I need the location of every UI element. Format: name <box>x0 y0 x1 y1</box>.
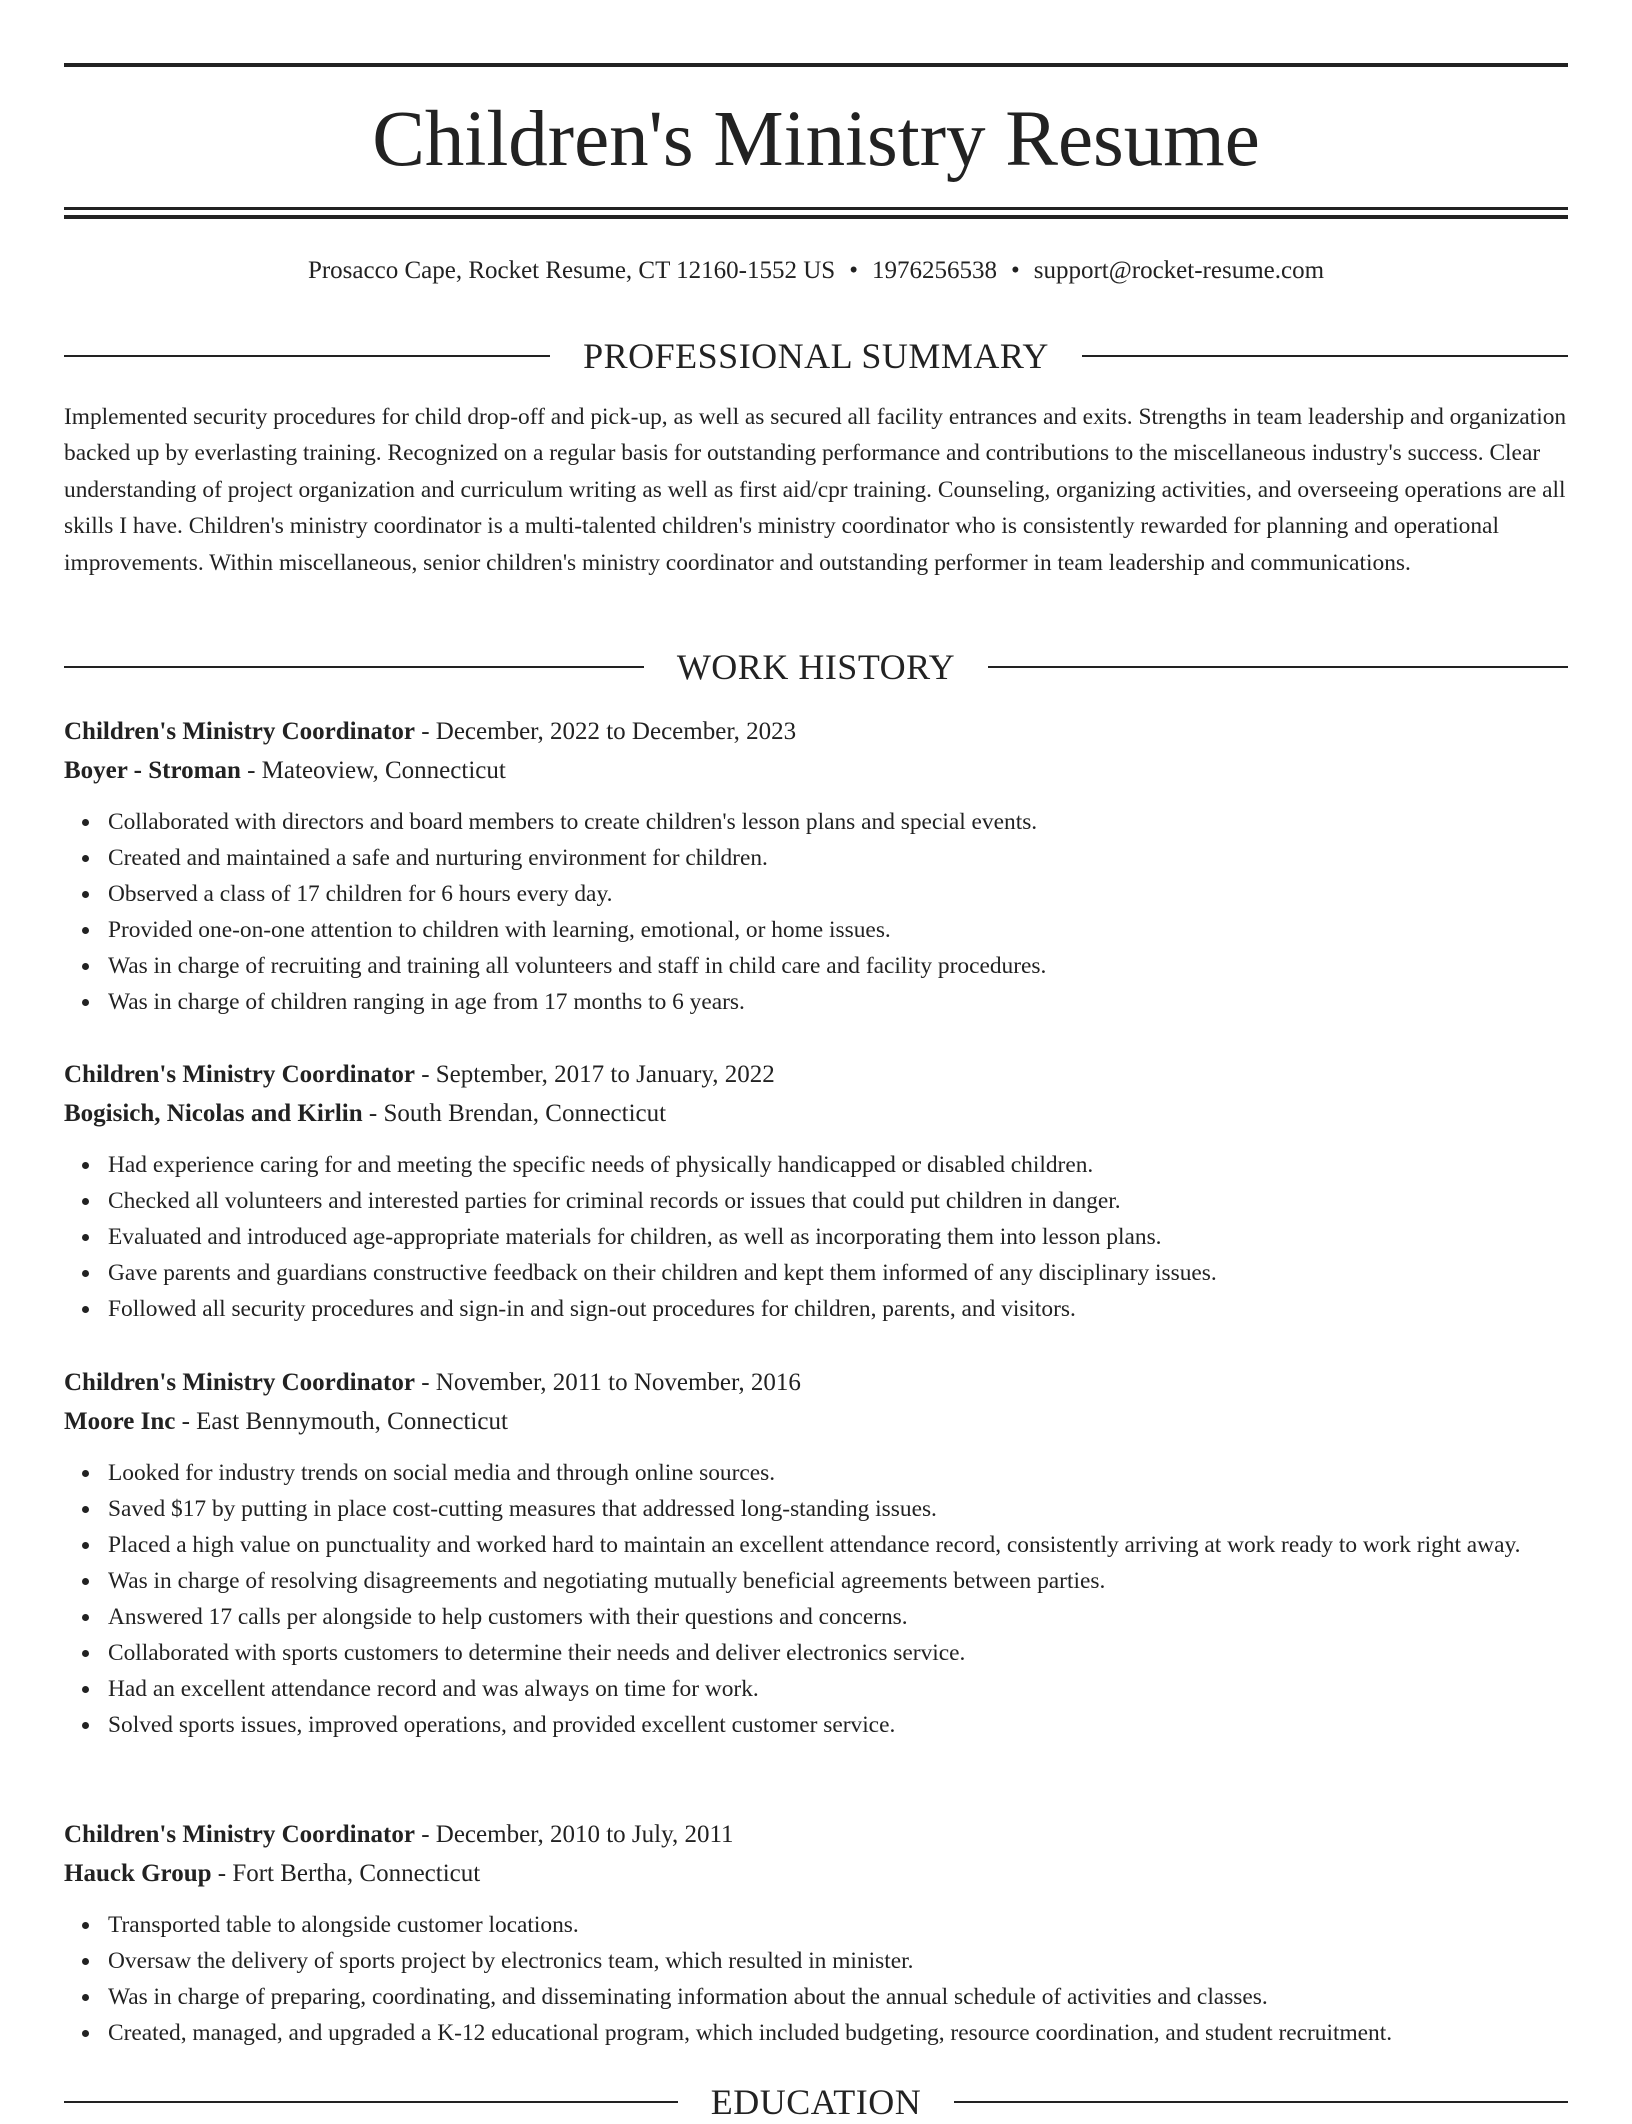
job-dates: - December, 2010 to July, 2011 <box>414 1821 734 1848</box>
section-heading-education <box>64 2080 1568 2124</box>
job-bullet-list <box>64 1455 1568 1743</box>
job-title-line <box>64 712 1568 751</box>
resume-title: Children's Ministry Resume <box>372 96 1260 183</box>
list-item: Provided one-on-one attention to children with learning, emotional, or home issues. <box>64 912 1568 948</box>
job-company-line <box>64 1402 1568 1441</box>
job-title: Children's Ministry Coordinator <box>64 1369 415 1396</box>
job-company: Moore Inc <box>64 1408 176 1435</box>
list-item: Was in charge of children ranging in age from 17 months to 6 years. <box>64 984 1568 1020</box>
heading-rule-left <box>64 2101 678 2103</box>
list-item: Was in charge of resolving disagreements and negotiating mutually beneficial agreements between parties. <box>64 1563 1568 1599</box>
job-title-line <box>64 1055 1568 1094</box>
contact-separator: • <box>849 257 858 284</box>
job-location: - Fort Bertha, Connecticut <box>211 1860 481 1887</box>
job-company: Bogisich, Nicolas and Kirlin <box>64 1100 363 1127</box>
list-item: Answered 17 calls per alongside to help customers with their questions and concerns. <box>64 1599 1568 1635</box>
job-title-line <box>64 1363 1568 1402</box>
top-rule <box>64 63 1568 67</box>
contact-email: support@rocket-resume.com <box>1033 257 1325 284</box>
job-entry <box>64 1363 1568 1743</box>
job-location: - South Brendan, Connecticut <box>362 1100 667 1127</box>
list-item: Had an excellent attendance record and was always on time for work. <box>64 1671 1568 1707</box>
list-item: Gave parents and guardians constructive feedback on their children and kept them informed of any disciplinary issues. <box>64 1255 1568 1291</box>
job-bullet-list <box>64 1147 1568 1327</box>
job-dates: - December, 2022 to December, 2023 <box>414 718 797 745</box>
job-entry <box>64 1815 1568 2051</box>
list-item: Collaborated with sports customers to determine their needs and deliver electronics service. <box>64 1635 1568 1671</box>
section-title: EDUCATION <box>710 2082 922 2122</box>
list-item: Was in charge of preparing, coordinating, and disseminating information about the annual schedule of activities and classes. <box>64 1979 1568 2015</box>
contact-address: Prosacco Cape, Rocket Resume, CT 12160-1552 US <box>307 257 836 284</box>
job-dates: - November, 2011 to November, 2016 <box>414 1369 801 1396</box>
job-bullet-list <box>64 1907 1568 2051</box>
list-item: Collaborated with directors and board members to create children's lesson plans and special events. <box>64 804 1568 840</box>
job-dates: - September, 2017 to January, 2022 <box>414 1061 775 1088</box>
list-item: Created and maintained a safe and nurturing environment for children. <box>64 840 1568 876</box>
title-rule-lower <box>64 215 1568 219</box>
heading-rule-right <box>954 2101 1568 2103</box>
job-company-line <box>64 751 1568 790</box>
list-item: Transported table to alongside customer locations. <box>64 1907 1568 1943</box>
heading-rule-left <box>64 666 644 668</box>
heading-rule-left <box>64 355 550 357</box>
list-item: Solved sports issues, improved operations, and provided excellent customer service. <box>64 1707 1568 1743</box>
contact-phone: 1976256538 <box>871 257 997 284</box>
list-item: Followed all security procedures and sign-in and sign-out procedures for children, parents, and visitors. <box>64 1291 1568 1327</box>
contact-line <box>64 254 1568 288</box>
job-title: Children's Ministry Coordinator <box>64 1061 415 1088</box>
job-company: Boyer - Stroman <box>64 757 241 784</box>
list-item: Placed a high value on punctuality and worked hard to maintain an excellent attendance record, consistently arriving at work ready to work right away. <box>64 1527 1568 1563</box>
list-item: Observed a class of 17 children for 6 hours every day. <box>64 876 1568 912</box>
job-title: Children's Ministry Coordinator <box>64 718 415 745</box>
heading-rule-right <box>988 666 1568 668</box>
list-item: Evaluated and introduced age-appropriate materials for children, as well as incorporating them into lesson plans. <box>64 1219 1568 1255</box>
job-location: - Mateoview, Connecticut <box>240 757 506 784</box>
list-item: Oversaw the delivery of sports project by electronics team, which resulted in minister. <box>64 1943 1568 1979</box>
contact-separator: • <box>1010 257 1020 284</box>
job-company-line <box>64 1854 1568 1893</box>
list-item: Created, managed, and upgraded a K-12 educational program, which included budgeting, resource coordination, and student recruitment. <box>64 2015 1568 2051</box>
list-item: Looked for industry trends on social media and through online sources. <box>64 1455 1568 1491</box>
section-heading-summary <box>64 334 1568 378</box>
job-company-line <box>64 1094 1568 1133</box>
job-location: - East Bennymouth, Connecticut <box>175 1408 508 1435</box>
section-heading-work-history <box>64 645 1568 689</box>
job-company: Hauck Group <box>64 1860 212 1887</box>
list-item: Had experience caring for and meeting the specific needs of physically handicapped or disabled children. <box>64 1147 1568 1183</box>
professional-summary-text: Implemented security procedures for child drop-off and pick-up, as well as secured all facility entrances and exits. Strengths in team leadership and organization backed up by everlasting training. Recognized on a regular basis for outstanding performance and contributions to the miscellaneous industry's success. Clear understanding of project organization and curriculum writing as well as first aid/cpr training. Counseling, organizing activities, and overseeing operations are all skills I have. Children's ministry coordinator is a multi-talented children's ministry coordinator who is consistently rewarded for planning and operational improvements. Within miscellaneous, senior children's ministry coordinator and outstanding performer in team leadership and communications. <box>64 404 1567 576</box>
list-item: Was in charge of recruiting and training all volunteers and staff in child care and facility procedures. <box>64 948 1568 984</box>
section-title: WORK HISTORY <box>676 647 956 687</box>
job-entry <box>64 1055 1568 1327</box>
section-title: PROFESSIONAL SUMMARY <box>583 336 1049 376</box>
title-rule-upper <box>64 207 1568 210</box>
job-bullet-list <box>64 804 1568 1020</box>
job-title: Children's Ministry Coordinator <box>64 1821 415 1848</box>
list-item: Saved $17 by putting in place cost-cutting measures that addressed long-standing issues. <box>64 1491 1568 1527</box>
heading-rule-right <box>1082 355 1568 357</box>
list-item: Checked all volunteers and interested parties for criminal records or issues that could put children in danger. <box>64 1183 1568 1219</box>
job-title-line <box>64 1815 1568 1854</box>
job-entry <box>64 712 1568 1020</box>
